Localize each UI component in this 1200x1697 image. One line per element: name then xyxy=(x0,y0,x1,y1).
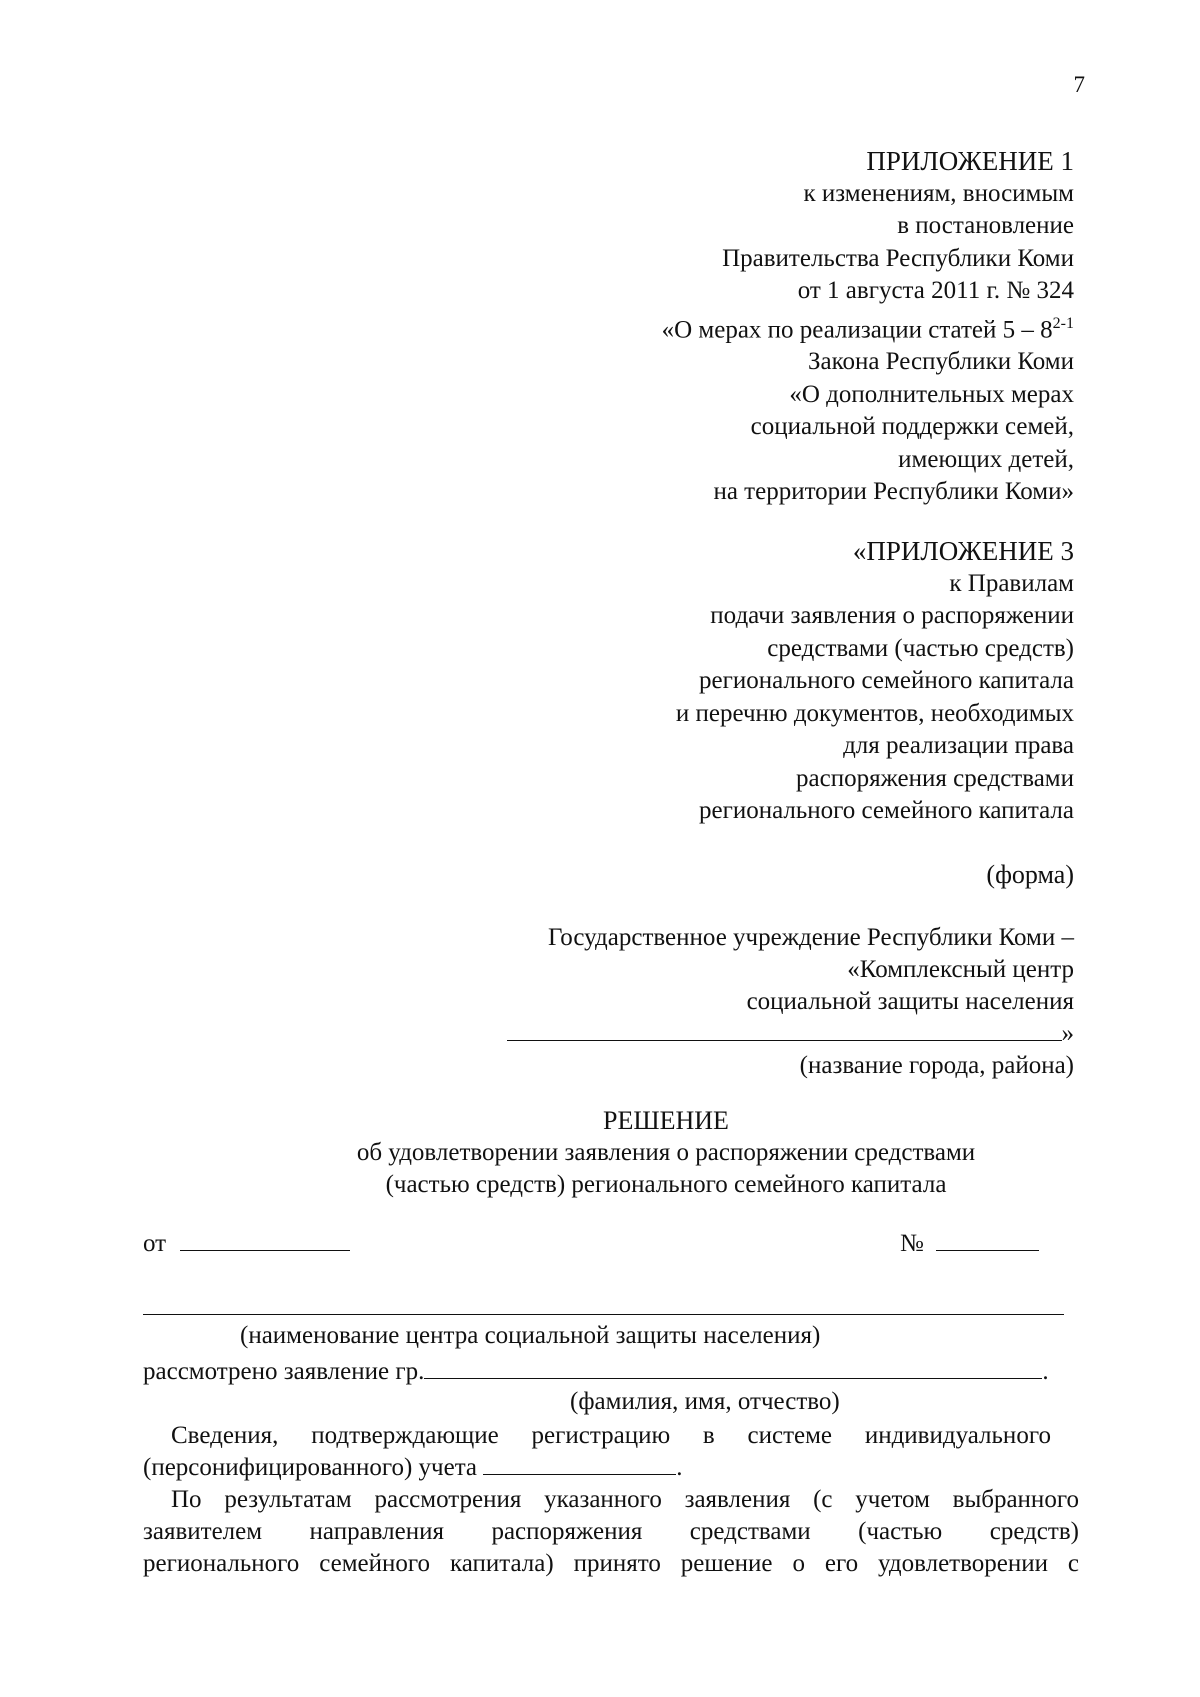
appendix1-line: «О дополнительных мерах xyxy=(789,380,1074,408)
word: подтверждающие xyxy=(311,1422,499,1449)
appendix3-line: средствами (частью средств) xyxy=(767,634,1074,662)
considered-line xyxy=(143,1356,1049,1386)
registration-label: (персонифицированного) учета xyxy=(143,1454,478,1481)
decision-paragraph xyxy=(143,1484,1079,1580)
word: По xyxy=(171,1486,202,1513)
word: результатам xyxy=(224,1486,352,1513)
appendix1-articles-sup: 2-1 xyxy=(1052,314,1074,332)
institution-line: Государственное учреждение Республики Коми – xyxy=(547,924,1074,951)
form-label: (форма) xyxy=(986,860,1074,889)
word: удовлетворении xyxy=(877,1550,1048,1577)
appendix1-heading: ПРИЛОЖЕНИЕ 1 xyxy=(866,146,1074,176)
word: Сведения, xyxy=(171,1422,279,1449)
word: выбранного xyxy=(952,1486,1079,1513)
word: его xyxy=(824,1550,859,1577)
word: средств) xyxy=(989,1518,1079,1545)
word: (частью xyxy=(858,1518,943,1545)
fio-caption: (фамилия, имя, отчество) xyxy=(570,1388,840,1415)
appendix1-line: социальной поддержки семей, xyxy=(750,413,1074,441)
word: с xyxy=(1067,1550,1079,1577)
period: . xyxy=(676,1454,683,1481)
word: указанного xyxy=(544,1486,662,1513)
from-label: от xyxy=(143,1230,167,1257)
appendix3-line: распоряжения средствами xyxy=(796,764,1074,792)
appendix3-header xyxy=(676,535,1074,828)
institution-closing-quote: » xyxy=(1061,1020,1074,1047)
word: заявителем xyxy=(143,1518,263,1545)
appendix1-line: к изменениям, вносимым xyxy=(803,179,1074,207)
considered-text: рассмотрено заявление гр. xyxy=(143,1358,425,1385)
city-district-field[interactable] xyxy=(507,1018,1062,1041)
appendix1-line: в постановление xyxy=(897,212,1074,239)
institution-line: «Комплексный центр xyxy=(847,956,1074,983)
considered-end: . xyxy=(1042,1358,1049,1385)
paragraph-line xyxy=(143,1420,1051,1452)
institution-blank-line xyxy=(507,1018,1075,1050)
word: регионального xyxy=(143,1550,300,1577)
word: системе xyxy=(747,1422,833,1449)
number-field[interactable] xyxy=(936,1228,1039,1251)
appendix3-line: регионального семейного капитала xyxy=(698,667,1074,694)
appendix1-line-articles xyxy=(662,308,1074,347)
date-field[interactable] xyxy=(180,1228,350,1251)
applicant-name-field[interactable] xyxy=(424,1356,1042,1379)
appendix3-line: подачи заявления о распоряжении xyxy=(710,602,1074,629)
word: решение xyxy=(680,1550,773,1577)
registration-paragraph xyxy=(143,1420,1079,1484)
word: о xyxy=(792,1550,805,1577)
appendix1-line: от 1 августа 2011 г. № 324 xyxy=(797,277,1074,304)
word: заявления xyxy=(684,1486,791,1513)
word: капитала) xyxy=(449,1550,554,1577)
appendix1-line: имеющих детей, xyxy=(898,445,1074,473)
appendix1-line: Закона Республики Коми xyxy=(807,348,1074,376)
registration-number-field[interactable] xyxy=(483,1452,676,1475)
appendix1-header xyxy=(662,145,1074,509)
word: учетом xyxy=(855,1486,930,1513)
paragraph-line xyxy=(143,1548,1079,1580)
number-line xyxy=(900,1228,1039,1258)
paragraph-line xyxy=(143,1516,1079,1548)
paragraph-line xyxy=(143,1452,1079,1484)
date-line xyxy=(143,1228,350,1258)
word: в xyxy=(702,1422,715,1449)
page-number: 7 xyxy=(1073,72,1085,97)
appendix3-line: и перечню документов, необходимых xyxy=(675,699,1074,727)
institution-block xyxy=(507,922,1075,1082)
decision-subtitle: (частью средств) регионального семейного капитала xyxy=(385,1171,947,1198)
word: (с xyxy=(813,1486,833,1513)
word: направления xyxy=(309,1518,444,1545)
center-name-caption: (наименование центра социальной защиты населения) xyxy=(240,1322,821,1349)
word: средствами xyxy=(689,1518,811,1545)
appendix1-line: на территории Республики Коми» xyxy=(713,478,1074,506)
appendix3-line: к Правилам xyxy=(949,569,1074,597)
appendix1-line: Правительства Республики Коми xyxy=(722,244,1074,272)
appendix3-heading: «ПРИЛОЖЕНИЕ 3 xyxy=(852,536,1074,566)
number-label: № xyxy=(900,1230,924,1257)
word: рассмотрения xyxy=(374,1486,522,1513)
word: регистрацию xyxy=(531,1422,671,1449)
appendix3-line: для реализации права xyxy=(843,732,1074,759)
decision-subtitle: об удовлетворении заявления о распоряжении средствами xyxy=(356,1139,976,1166)
appendix3-line: регионального семейного капитала xyxy=(698,797,1074,824)
decision-title-block xyxy=(140,1105,1192,1201)
word: индивидуального xyxy=(864,1422,1051,1449)
decision-title: РЕШЕНИЕ xyxy=(603,1106,729,1135)
paragraph-line xyxy=(143,1484,1079,1516)
word: принято xyxy=(573,1550,661,1577)
center-name-field[interactable] xyxy=(143,1314,1064,1315)
word: распоряжения xyxy=(491,1518,643,1545)
city-district-caption: (название города, района) xyxy=(799,1052,1074,1079)
appendix1-articles-text: «О мерах по реализации статей 5 – 8 xyxy=(661,315,1053,343)
institution-line: социальной защиты населения xyxy=(746,988,1074,1015)
word: семейного xyxy=(319,1550,431,1577)
